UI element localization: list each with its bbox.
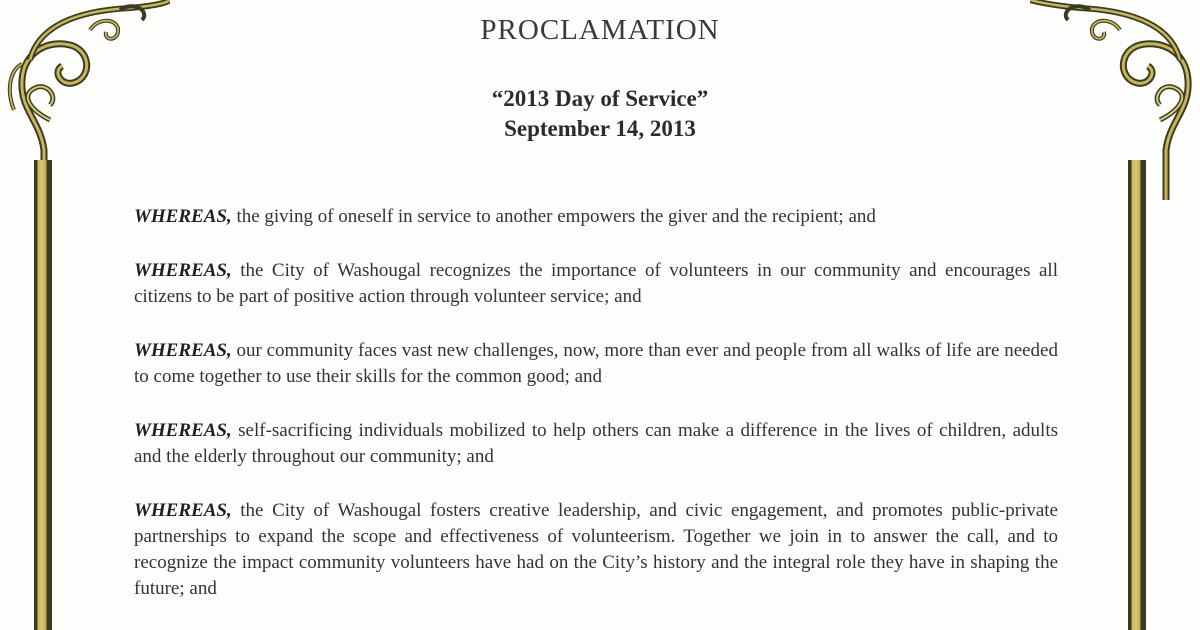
event-name: “2013 Day of Service” <box>491 86 709 111</box>
whereas-text: self-sacrificing individuals mobilized to help others can make a difference in the lives of children, adults and the elderly throughout our community; and <box>134 420 1058 467</box>
whereas-lead: WHEREAS, <box>134 206 232 227</box>
whereas-text: the City of Washougal fosters creative leadership, and civic engagement, and promotes public-private partnerships to expand the scope and effectiveness of volunteerism. Together we join in to answer the call, and to recognize the impact community volunteers have had on the City’s history and the integral role they have in shaping the future; and <box>134 500 1058 599</box>
whereas-paragraph <box>134 418 1058 470</box>
whereas-paragraph <box>134 204 1058 230</box>
event-heading <box>0 84 1200 144</box>
left-border-pillar <box>34 160 52 630</box>
right-border-pillar <box>1128 160 1146 630</box>
whereas-paragraph <box>134 258 1058 310</box>
whereas-lead: WHEREAS, <box>134 500 232 521</box>
whereas-text: the City of Washougal recognizes the importance of volunteers in our community and encourages all citizens to be part of positive action through volunteer service; and <box>134 260 1058 307</box>
whereas-text: our community faces vast new challenges, now, more than ever and people from all walks of life are needed to come together to use their skills for the common good; and <box>134 340 1058 387</box>
whereas-lead: WHEREAS, <box>134 420 232 441</box>
whereas-paragraph <box>134 498 1058 602</box>
whereas-text: the giving of oneself in service to another empowers the giver and the recipient; and <box>231 206 876 227</box>
whereas-lead: WHEREAS, <box>134 260 232 281</box>
whereas-lead: WHEREAS, <box>134 340 232 361</box>
event-date: September 14, 2013 <box>504 116 696 141</box>
document-title: PROCLAMATION <box>480 14 720 46</box>
whereas-paragraph <box>134 338 1058 390</box>
proclamation-body <box>134 204 1058 630</box>
